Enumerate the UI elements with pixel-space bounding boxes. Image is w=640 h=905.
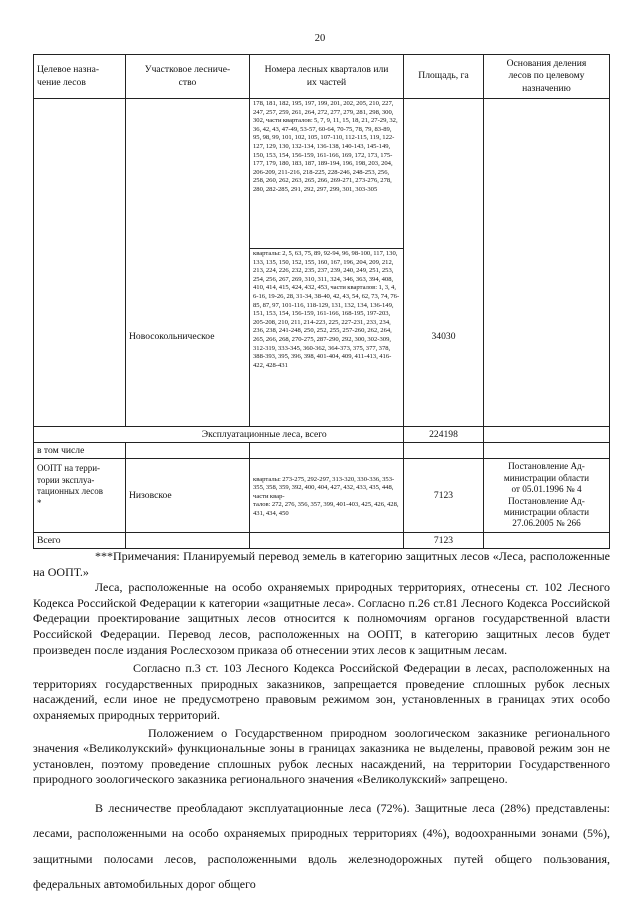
basis-cell: Постановление Ад- министрации области от 05.01.1996 № 4 Постановление Ад- министрации области 27.06.2005 № 266 (484, 459, 610, 533)
district-nizovskoe: Низовское (126, 459, 250, 533)
table-row-oopt (34, 459, 610, 533)
table-row-including (34, 443, 610, 459)
page-number: 20 (314, 33, 326, 44)
header-basis: Основания деления лесов по целевому назначению (484, 55, 610, 99)
paragraph: Положением о Государственном природном зоологическом заказнике регионального значения «Великолукский» функциональные зоны в границах заказника не выделены, правовой режим зон не установлен, поэтому проведение сплошных рубок лесных насаждений, на территории Государственного природного зоологического заказника регионального значения «Великолукский» запрещено. (33, 725, 610, 787)
table-row-exploitation-total (34, 427, 610, 443)
paragraph: Согласно п.3 ст. 103 Лесного Кодекса Российской Федерации в лесах, расположенных на территориях государственных природных заказников, запрещается проведение сплошных рубок лесных насаждений, если иное не предусмотрено правовым режимом зон, установленных в границах этих особо охраняемых природных территорий. (33, 661, 610, 722)
paragraph: Леса, расположенные на особо охраняемых природных территориях, отнесены ст. 102 Лесного Кодекса Российской Федерации к категории «защитные леса». Согласно п.26 ст.81 Лесного Кодекса Российской Федерации проектирование защитных лесов относится к полномочиям органов государственной власти Российской Федерации. Перевод лесов, расположенных на ООПТ, в категорию защитных лесов будет произведен после издания Рослесхозом приказа об отнесении этих лесов к защитным лесам. (33, 580, 610, 657)
table-row (34, 249, 610, 427)
table-row (34, 99, 610, 249)
quarters-cell: кварталы: 273-275, 292-297, 313-320, 330-336, 353-355, 358, 359, 392, 400, 404, 427, 432, 433, 435, 448, части квар- талов: 272, 276, 356, 357, 399, 401-403, 425, 426, 428, 431, 434, 450 (250, 459, 404, 533)
header-area: Площадь, га (404, 55, 484, 99)
oopt-purpose-cell: ООПТ на терри- тории эксплуа- тационных лесов * (34, 459, 126, 533)
header-quarters: Номера лесных кварталов или их частей (250, 55, 404, 99)
district-novosokolnicheskoe: Новосокольническое (126, 249, 250, 427)
exploitation-total-label: Эксплуатационные леса, всего (126, 427, 404, 443)
total-area: 7123 (404, 533, 484, 549)
oopt-area-cell: 7123 (404, 459, 484, 533)
header-purpose: Целевое назна- чение лесов (34, 55, 126, 99)
including-label: в том числе (34, 443, 126, 459)
exploitation-total-area: 224198 (404, 427, 484, 443)
area-cell: 34030 (404, 249, 484, 427)
table-row-total (34, 533, 610, 549)
body-text (33, 549, 610, 898)
header-district: Участковое лесниче- ство (126, 55, 250, 99)
paragraph: В лесничестве преобладают эксплуатационные леса (72%). Защитные леса (28%) представлены: лесами, расположенными на особо охраняемых природных территориях (4%), водоохранными зонами (5%), защитными полосами лесов, расположенными вдоль железнодорожных путей общего пользования, федеральных автомобильных дорог общего (33, 800, 610, 892)
forest-purpose-table (33, 54, 610, 549)
table-header-row (34, 55, 610, 99)
total-label: Всего (34, 533, 126, 549)
quarters-cell: кварталы: 2, 5, 63, 75, 89, 92-94, 96, 98-100, 117, 130, 133, 135, 150, 152, 155, 160, 167, 196, 204, 209, 212, 213, 224, 226, 232, 235, 237, 239, 240, 249, 251, 253, 254, 256, 267, 269, 310, 311, 324, 346, 363, 394, 408, 410, 414, 415, 424, 432, 453, части кварталов: 1, 3, 4, 6-16, 19-26, 28, 31-34, 38-40, 42, 43, 54, 62, 73, 74, 76-85, 87, 97, 101-116, 118-129, 131, 132, 134, 136-149, 151, 153, 154, 156-159, 161-166, 168-195, 197-203, 205-208, 210, 211, 214-223, 225, 227-231, 233, 234, 236, 238, 241-248, 250, 252, 255, 257-260, 262, 264, 265, 266, 268, 270-275, 287-290, 292, 300, 302-309, 312-319, 333-345, 360-362, 364-373, 375, 377, 378, 388-393, 395, 396, 398, 401-404, 409, 411-413, 416-422, 428-431 (250, 249, 404, 427)
note-paragraph: ***Примечания: Планируемый перевод земель в категорию защитных лесов «Леса, расположенные на ООПТ.» (33, 549, 610, 579)
quarters-cell: 178, 181, 182, 195, 197, 199, 201, 202, 205, 210, 227, 247, 257, 259, 261, 264, 272, 277, 279, 281, 298, 300, 302, части кварталов: 5, 7, 9, 11, 15, 18, 21, 27-29, 32, 36, 42, 43, 47-49, 53-57, 60-64, 70-75, 78, 79, 83-89, 95, 98, 99, 101, 102, 105, 107-110, 112-115, 119, 122-127, 129, 130, 132-134, 136-138, 140-143, 145-149, 150, 153, 154, 156-159, 161-166, 169, 172, 173, 175-177, 179, 180, 183, 187, 189-194, 196, 198, 203, 204, 206-209, 211-216, 218-225, 228-246, 248-253, 256, 258, 260, 262, 263, 265, 266, 269-271, 273-276, 278, 280, 282-285, 291, 292, 297, 299, 301, 303-305 (250, 99, 404, 249)
